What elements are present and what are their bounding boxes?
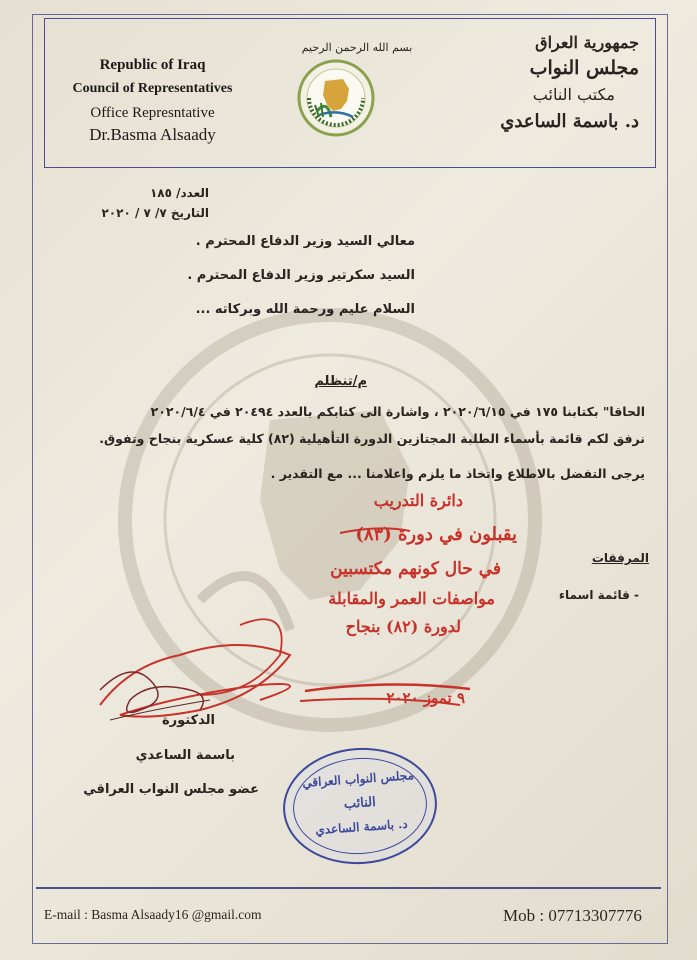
- recipient-secretary: السيد سكرتير وزير الدفاع المحترم .: [187, 268, 415, 283]
- handwriting-line-5: لدورة (٨٢) بنجاح: [345, 617, 461, 636]
- ar-name: د. باسمة الساعدي: [500, 111, 639, 132]
- signatory-name: باسمة الساعدي: [135, 748, 235, 763]
- handwriting-line-3: في حال كونهم مكتسبين: [330, 559, 501, 579]
- bismillah: بسم الله الرحمن الرحيم: [301, 41, 413, 54]
- ar-office: مكتب النائب: [532, 85, 615, 104]
- handwriting-date: ٩ تموز ٢٠٢٠: [386, 689, 465, 707]
- stamp-line-2: النائب: [343, 794, 377, 813]
- body-line-1: الحاقا" بكتابنا ١٧٥ في ٢٠٢٠/٦/١٥ ، واشارة الى كتابكم بالعدد ٢٠٤٩٤ في ٢٠٢٠/٦/٤: [150, 404, 645, 419]
- handwriting-line-2: يقبلون في دورة (٨٣): [355, 524, 517, 545]
- attachments-title: المرفقات: [591, 551, 649, 565]
- stamp-line-3: د. باسمة الساعدي: [314, 816, 409, 838]
- handwriting-line-1: دائرة التدريب: [373, 491, 463, 510]
- en-council: Council of Representatives: [72, 81, 233, 96]
- reference-number: العدد/ ١٨٥: [149, 186, 209, 200]
- en-country: Republic of Iraq: [99, 57, 206, 73]
- signatory-title: الدكتورة: [161, 713, 215, 728]
- signature-icon: [90, 640, 230, 750]
- footer-mobile: Mob : 07713307776: [503, 906, 642, 925]
- stamp-line-1: مجلس النواب العراقي: [301, 768, 415, 790]
- body-line-2: نرفق لكم قائمة بأسماء الطلبة المجتازين الدورة التأهيلية (٨٢) كلية عسكرية بنجاح وتفوق.: [99, 431, 645, 446]
- footer-email: E-mail : Basma Alsaady16 @gmail.com: [44, 907, 262, 922]
- council-logo-icon: [297, 59, 375, 137]
- footer-divider: [36, 887, 661, 889]
- handwriting-line-4: مواصفات العمر والمقابلة: [328, 589, 495, 608]
- subject: م/تنظلم: [314, 374, 367, 389]
- attachments-item: - قائمة اسماء: [558, 588, 639, 602]
- en-name: Dr.Basma Alsaady: [89, 125, 216, 144]
- ar-council: مجلس النواب: [529, 57, 639, 79]
- recipient-minister: معالي السيد وزير الدفاع المحترم .: [195, 234, 415, 249]
- reference-date: التاريخ ٧/ ٧ / ٢٠٢٠: [101, 206, 209, 220]
- letterhead-box: [44, 18, 656, 168]
- greeting: السلام عليم ورحمة الله وبركاته ...: [195, 302, 415, 317]
- ar-country: جمهورية العراق: [535, 33, 639, 52]
- en-office: Office Represntative: [90, 105, 215, 121]
- body-line-3: يرجى التفضل بالاطلاع واتخاذ ما يلزم واعلامنا ... مع التقدير .: [270, 466, 645, 481]
- signatory-role: عضو مجلس النواب العراقي: [83, 782, 259, 797]
